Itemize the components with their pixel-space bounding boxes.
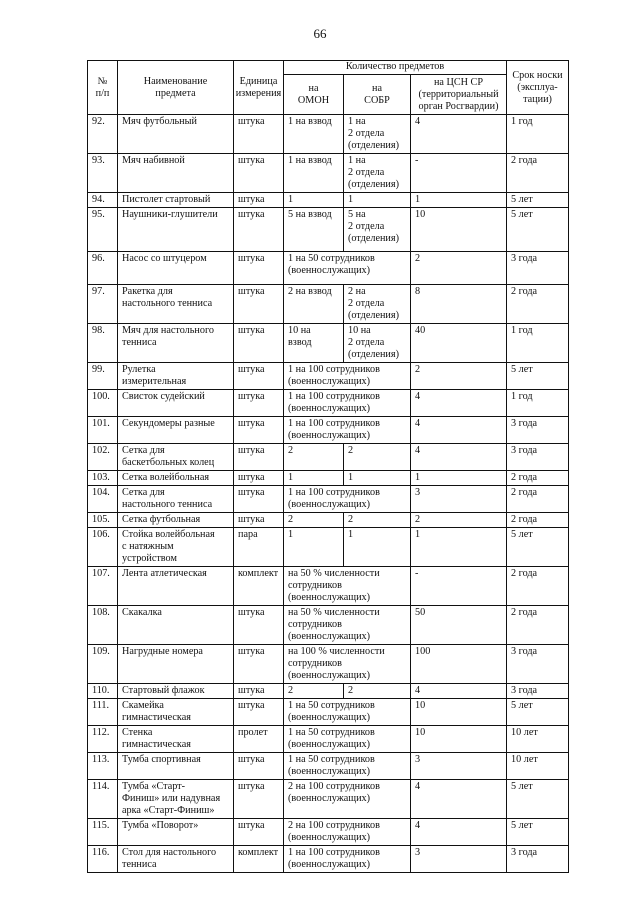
table-row <box>88 417 569 444</box>
cell-sobr: 1 на 2 отдела (отделения) <box>344 115 411 154</box>
cell-term: 5 лет <box>507 208 569 252</box>
cell-unit: штука <box>234 780 284 819</box>
cell-csn: 10 <box>411 726 507 753</box>
cell-unit: штука <box>234 606 284 645</box>
cell-unit: штука <box>234 363 284 390</box>
cell-csn: 3 <box>411 753 507 780</box>
cell-csn: 1 <box>411 193 507 208</box>
cell-num: 100. <box>88 390 118 417</box>
cell-unit: комплект <box>234 567 284 606</box>
cell-omon-sobr: на 50 % численности сотрудников (военнослужащих) <box>284 567 411 606</box>
table-row <box>88 471 569 486</box>
cell-omon: 10 на взвод <box>284 324 344 363</box>
cell-omon-sobr: 2 на 100 сотрудников (военнослужащих) <box>284 819 411 846</box>
cell-num: 115. <box>88 819 118 846</box>
cell-unit: штука <box>234 417 284 444</box>
cell-term: 5 лет <box>507 193 569 208</box>
table-row <box>88 444 569 471</box>
cell-omon-sobr: 1 на 50 сотрудников (военнослужащих) <box>284 726 411 753</box>
table-row <box>88 363 569 390</box>
cell-sobr: 1 <box>344 193 411 208</box>
cell-name: Свисток судейский <box>118 390 234 417</box>
cell-name: Сетка волейбольная <box>118 471 234 486</box>
header-csn: на ЦСН СР (территориальный орган Росгвардии) <box>411 75 507 115</box>
cell-term: 10 лет <box>507 726 569 753</box>
table-row <box>88 606 569 645</box>
cell-num: 113. <box>88 753 118 780</box>
cell-csn: 4 <box>411 417 507 444</box>
table-row <box>88 699 569 726</box>
cell-name: Рулетка измерительная <box>118 363 234 390</box>
cell-unit: штука <box>234 471 284 486</box>
cell-name: Мяч футбольный <box>118 115 234 154</box>
cell-csn: 3 <box>411 486 507 513</box>
cell-term: 5 лет <box>507 819 569 846</box>
cell-term: 2 года <box>507 486 569 513</box>
cell-num: 101. <box>88 417 118 444</box>
cell-num: 114. <box>88 780 118 819</box>
cell-term: 5 лет <box>507 363 569 390</box>
cell-num: 95. <box>88 208 118 252</box>
cell-num: 106. <box>88 528 118 567</box>
cell-omon-sobr: 1 на 100 сотрудников (военнослужащих) <box>284 390 411 417</box>
cell-num: 94. <box>88 193 118 208</box>
table-row <box>88 645 569 684</box>
table-row <box>88 208 569 252</box>
cell-name: Тумба «Поворот» <box>118 819 234 846</box>
cell-omon-sobr: 1 на 100 сотрудников (военнослужащих) <box>284 486 411 513</box>
table-row <box>88 684 569 699</box>
table-row <box>88 726 569 753</box>
cell-term: 3 года <box>507 417 569 444</box>
table-row <box>88 528 569 567</box>
cell-omon: 1 <box>284 193 344 208</box>
cell-sobr: 2 <box>344 513 411 528</box>
cell-term: 2 года <box>507 513 569 528</box>
header-unit: Единица измерения <box>234 61 284 115</box>
cell-csn: 4 <box>411 819 507 846</box>
cell-unit: штука <box>234 193 284 208</box>
cell-name: Сетка для баскетбольных колец <box>118 444 234 471</box>
cell-unit: штука <box>234 753 284 780</box>
cell-name: Скамейка гимнастическая <box>118 699 234 726</box>
cell-omon: 2 <box>284 513 344 528</box>
cell-name: Сетка футбольная <box>118 513 234 528</box>
cell-sobr: 1 <box>344 528 411 567</box>
cell-name: Ракетка для настольного тенниса <box>118 285 234 324</box>
cell-num: 111. <box>88 699 118 726</box>
cell-csn: 1 <box>411 528 507 567</box>
table-body <box>88 115 569 873</box>
cell-csn: 50 <box>411 606 507 645</box>
cell-name: Тумба «Старт- Финиш» или надувная арка «Старт-Финиш» <box>118 780 234 819</box>
cell-csn: 4 <box>411 444 507 471</box>
cell-omon-sobr: 1 на 100 сотрудников (военнослужащих) <box>284 417 411 444</box>
cell-name: Стартовый флажок <box>118 684 234 699</box>
cell-unit: штука <box>234 285 284 324</box>
equipment-table <box>87 60 569 873</box>
cell-omon-sobr: на 50 % численности сотрудников (военнослужащих) <box>284 606 411 645</box>
cell-name: Насос со штуцером <box>118 252 234 285</box>
table-row <box>88 252 569 285</box>
cell-csn: 2 <box>411 513 507 528</box>
cell-name: Пистолет стартовый <box>118 193 234 208</box>
cell-term: 2 года <box>507 285 569 324</box>
cell-name: Лента атлетическая <box>118 567 234 606</box>
table-row <box>88 753 569 780</box>
cell-csn: - <box>411 567 507 606</box>
cell-omon: 1 на взвод <box>284 115 344 154</box>
cell-unit: штука <box>234 513 284 528</box>
cell-csn: 2 <box>411 363 507 390</box>
cell-name: Сетка для настольного тенниса <box>118 486 234 513</box>
cell-sobr: 5 на 2 отдела (отделения) <box>344 208 411 252</box>
cell-omon-sobr: 1 на 50 сотрудников (военнослужащих) <box>284 699 411 726</box>
cell-unit: штука <box>234 154 284 193</box>
cell-num: 97. <box>88 285 118 324</box>
cell-name: Тумба спортивная <box>118 753 234 780</box>
cell-unit: штука <box>234 208 284 252</box>
cell-sobr: 2 <box>344 684 411 699</box>
cell-term: 2 года <box>507 471 569 486</box>
cell-csn: 100 <box>411 645 507 684</box>
cell-name: Мяч для настольного тенниса <box>118 324 234 363</box>
cell-term: 3 года <box>507 846 569 873</box>
cell-term: 1 год <box>507 115 569 154</box>
table-row <box>88 193 569 208</box>
cell-unit: штука <box>234 486 284 513</box>
cell-omon: 5 на взвод <box>284 208 344 252</box>
cell-csn: 2 <box>411 252 507 285</box>
cell-omon-sobr: на 100 % численности сотрудников (военнослужащих) <box>284 645 411 684</box>
cell-sobr: 10 на 2 отдела (отделения) <box>344 324 411 363</box>
cell-csn: 3 <box>411 846 507 873</box>
table-row <box>88 819 569 846</box>
cell-sobr: 1 на 2 отдела (отделения) <box>344 154 411 193</box>
cell-num: 105. <box>88 513 118 528</box>
cell-name: Мяч набивной <box>118 154 234 193</box>
cell-omon: 1 на взвод <box>284 154 344 193</box>
cell-omon-sobr: 1 на 50 сотрудников (военнослужащих) <box>284 252 411 285</box>
cell-unit: пролет <box>234 726 284 753</box>
cell-num: 96. <box>88 252 118 285</box>
cell-omon: 1 <box>284 528 344 567</box>
cell-csn: 4 <box>411 684 507 699</box>
cell-num: 103. <box>88 471 118 486</box>
cell-unit: штука <box>234 252 284 285</box>
cell-csn: 1 <box>411 471 507 486</box>
cell-term: 3 года <box>507 252 569 285</box>
cell-csn: - <box>411 154 507 193</box>
cell-name: Наушники-глушители <box>118 208 234 252</box>
cell-unit: штука <box>234 699 284 726</box>
table-row <box>88 780 569 819</box>
cell-csn: 4 <box>411 780 507 819</box>
cell-unit: штука <box>234 819 284 846</box>
cell-csn: 4 <box>411 390 507 417</box>
cell-term: 10 лет <box>507 753 569 780</box>
cell-term: 5 лет <box>507 528 569 567</box>
cell-omon-sobr: 1 на 100 сотрудников (военнослужащих) <box>284 363 411 390</box>
cell-omon: 2 на взвод <box>284 285 344 324</box>
cell-term: 3 года <box>507 444 569 471</box>
cell-num: 102. <box>88 444 118 471</box>
cell-unit: штука <box>234 324 284 363</box>
cell-term: 5 лет <box>507 780 569 819</box>
cell-name: Стенка гимнастическая <box>118 726 234 753</box>
cell-unit: штука <box>234 390 284 417</box>
cell-unit: комплект <box>234 846 284 873</box>
table-row <box>88 115 569 154</box>
cell-omon-sobr: 1 на 100 сотрудников (военнослужащих) <box>284 846 411 873</box>
cell-omon-sobr: 1 на 50 сотрудников (военнослужащих) <box>284 753 411 780</box>
table-row <box>88 285 569 324</box>
header-quantity-group: Количество предметов <box>284 61 507 75</box>
cell-term: 5 лет <box>507 699 569 726</box>
cell-unit: штука <box>234 645 284 684</box>
cell-term: 3 года <box>507 645 569 684</box>
table-row <box>88 513 569 528</box>
cell-unit: штука <box>234 115 284 154</box>
table-row <box>88 324 569 363</box>
header-term: Срок носки (эксплуа- тации) <box>507 61 569 115</box>
cell-term: 1 год <box>507 390 569 417</box>
cell-unit: пара <box>234 528 284 567</box>
cell-csn: 4 <box>411 115 507 154</box>
cell-name: Скакалка <box>118 606 234 645</box>
cell-unit: штука <box>234 444 284 471</box>
cell-csn: 10 <box>411 699 507 726</box>
cell-name: Секундомеры разные <box>118 417 234 444</box>
cell-unit: штука <box>234 684 284 699</box>
cell-sobr: 2 <box>344 444 411 471</box>
cell-num: 104. <box>88 486 118 513</box>
cell-term: 3 года <box>507 684 569 699</box>
header-name: Наименование предмета <box>118 61 234 115</box>
cell-omon: 2 <box>284 444 344 471</box>
table-row <box>88 567 569 606</box>
cell-term: 2 года <box>507 606 569 645</box>
cell-num: 98. <box>88 324 118 363</box>
cell-sobr: 1 <box>344 471 411 486</box>
cell-num: 110. <box>88 684 118 699</box>
cell-term: 2 года <box>507 154 569 193</box>
header-sobr: на СОБР <box>344 75 411 115</box>
cell-name: Стойка волейбольная с натяжным устройством <box>118 528 234 567</box>
table-row <box>88 486 569 513</box>
header-omon: на ОМОН <box>284 75 344 115</box>
cell-num: 99. <box>88 363 118 390</box>
cell-num: 108. <box>88 606 118 645</box>
cell-name: Нагрудные номера <box>118 645 234 684</box>
cell-num: 112. <box>88 726 118 753</box>
cell-num: 116. <box>88 846 118 873</box>
page-number: 66 <box>313 26 327 41</box>
cell-term: 1 год <box>507 324 569 363</box>
cell-omon: 1 <box>284 471 344 486</box>
cell-num: 109. <box>88 645 118 684</box>
cell-term: 2 года <box>507 567 569 606</box>
cell-csn: 40 <box>411 324 507 363</box>
table-row <box>88 846 569 873</box>
cell-csn: 8 <box>411 285 507 324</box>
cell-sobr: 2 на 2 отдела (отделения) <box>344 285 411 324</box>
cell-omon-sobr: 2 на 100 сотрудников (военнослужащих) <box>284 780 411 819</box>
cell-num: 92. <box>88 115 118 154</box>
table-row <box>88 154 569 193</box>
table-row <box>88 390 569 417</box>
header-num: № п/п <box>88 61 118 115</box>
cell-omon: 2 <box>284 684 344 699</box>
cell-num: 107. <box>88 567 118 606</box>
cell-csn: 10 <box>411 208 507 252</box>
cell-num: 93. <box>88 154 118 193</box>
cell-name: Стол для настольного тенниса <box>118 846 234 873</box>
